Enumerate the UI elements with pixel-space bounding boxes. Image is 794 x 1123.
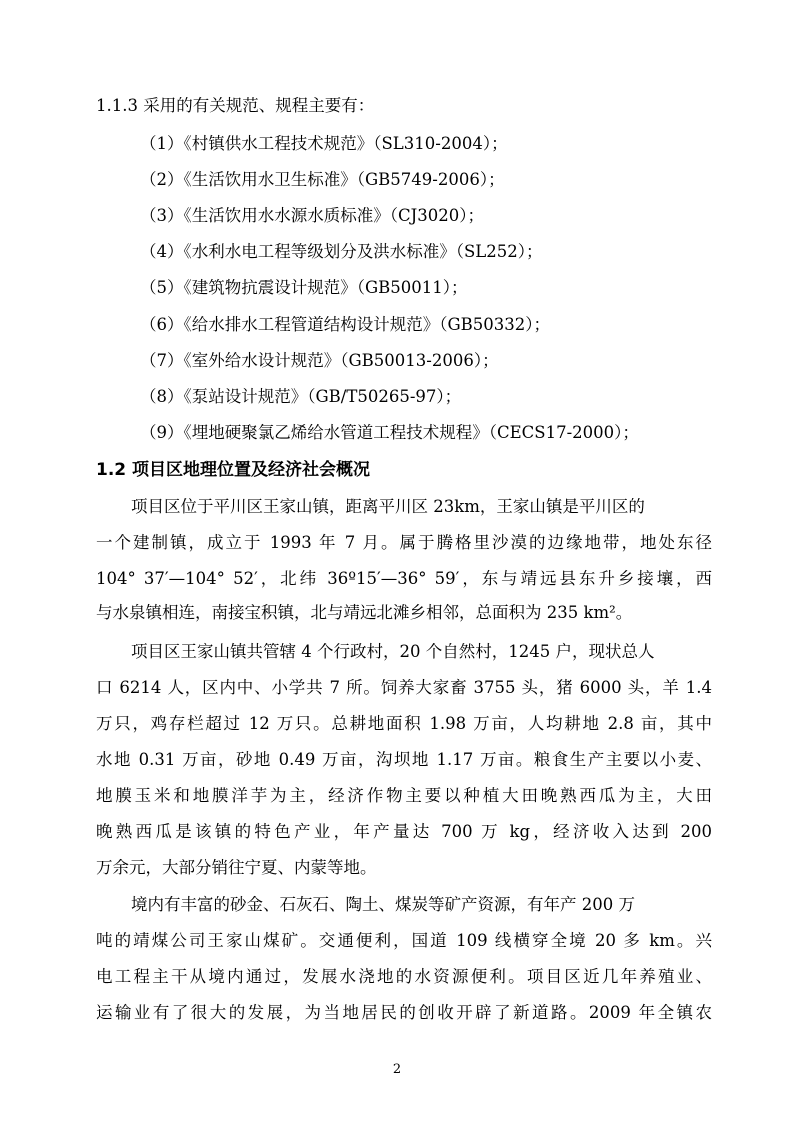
paragraph-line: 万只，鸡存栏超过 12 万只。总耕地面积 1.98 万亩，人均耕地 2.8 亩，其中 bbox=[96, 714, 712, 733]
page-number: 2 bbox=[392, 1062, 402, 1077]
paragraph-line: 电工程主干从境内通过，发展水浇地的水资源便利。项目区近几年养殖业、 bbox=[96, 967, 712, 986]
reference-item: （3）《生活饮用水水源水质标准》（CJ3020）； bbox=[140, 206, 484, 225]
reference-item: （5）《建筑物抗震设计规范》（GB50011）； bbox=[140, 278, 468, 297]
paragraph-line: 晚熟西瓜是该镇的特色产业，年产量达 700 万 kg，经济收入达到 200 bbox=[96, 822, 712, 841]
paragraph-line: 104° 37′—104° 52′，北纬 36º15′—36° 59′，东与靖远县东升乡接壤，西 bbox=[96, 569, 712, 588]
paragraph-line: 口 6214 人，区内中、小学共 7 所。饲养大家畜 3755 头，猪 6000 头，羊 1.4 bbox=[96, 678, 712, 697]
paragraph-line: 一个建制镇，成立于 1993 年 7 月。属于腾格里沙漠的边缘地带，地处东径 bbox=[96, 533, 712, 552]
paragraph-line: 地膜玉米和地膜洋芋为主，经济作物主要以种植大田晚熟西瓜为主，大田 bbox=[96, 786, 712, 805]
reference-item: （6）《给水排水工程管道结构设计规范》（GB50332）； bbox=[140, 315, 551, 334]
paragraph-line: 项目区王家山镇共管辖 4 个行政村，20 个自然村，1245 户，现状总人 bbox=[131, 642, 655, 661]
reference-item: （8）《泵站设计规范》（GB/T50265-97）； bbox=[140, 387, 462, 406]
paragraph-line: 与水泉镇相连，南接宝积镇，北与靖远北滩乡相邻，总面积为 235 km²。 bbox=[96, 603, 633, 622]
paragraph-line: 吨的靖煤公司王家山煤矿。交通便利，国道 109 线横穿全境 20 多 km。兴 bbox=[96, 931, 712, 950]
paragraph-line: 万余元，大部分销往宁夏、内蒙等地。 bbox=[96, 858, 377, 877]
paragraph-line: 运输业有了很大的发展，为当地居民的创收开辟了新道路。2009 年全镇农 bbox=[96, 1003, 712, 1022]
reference-item: （7）《室外给水设计规范》（GB50013-2006）； bbox=[140, 351, 499, 370]
reference-item: （1）《村镇供水工程技术规范》（SL310-2004）； bbox=[140, 134, 508, 153]
section-heading-1-2: 1.2 项目区地理位置及经济社会概况 bbox=[96, 460, 371, 480]
reference-item: （9）《埋地硬聚氯乙烯给水管道工程技术规程》（CECS17-2000）； bbox=[140, 423, 639, 442]
paragraph-line: 项目区位于平川区王家山镇，距离平川区 23km，王家山镇是平川区的 bbox=[131, 497, 645, 516]
reference-item: （2）《生活饮用水卫生标准》（GB5749-2006）； bbox=[140, 170, 505, 189]
section-title-1-1-3: 1.1.3 采用的有关规范、规程主要有： bbox=[96, 96, 375, 115]
reference-item: （4）《水利水电工程等级划分及洪水标准》（SL252）； bbox=[140, 242, 543, 261]
paragraph-line: 水地 0.31 万亩，砂地 0.49 万亩，沟坝地 1.17 万亩。粮食生产主要以小麦、 bbox=[96, 750, 712, 769]
paragraph-line: 境内有丰富的砂金、石灰石、陶土、煤炭等矿产资源，有年产 200 万 bbox=[131, 895, 635, 914]
